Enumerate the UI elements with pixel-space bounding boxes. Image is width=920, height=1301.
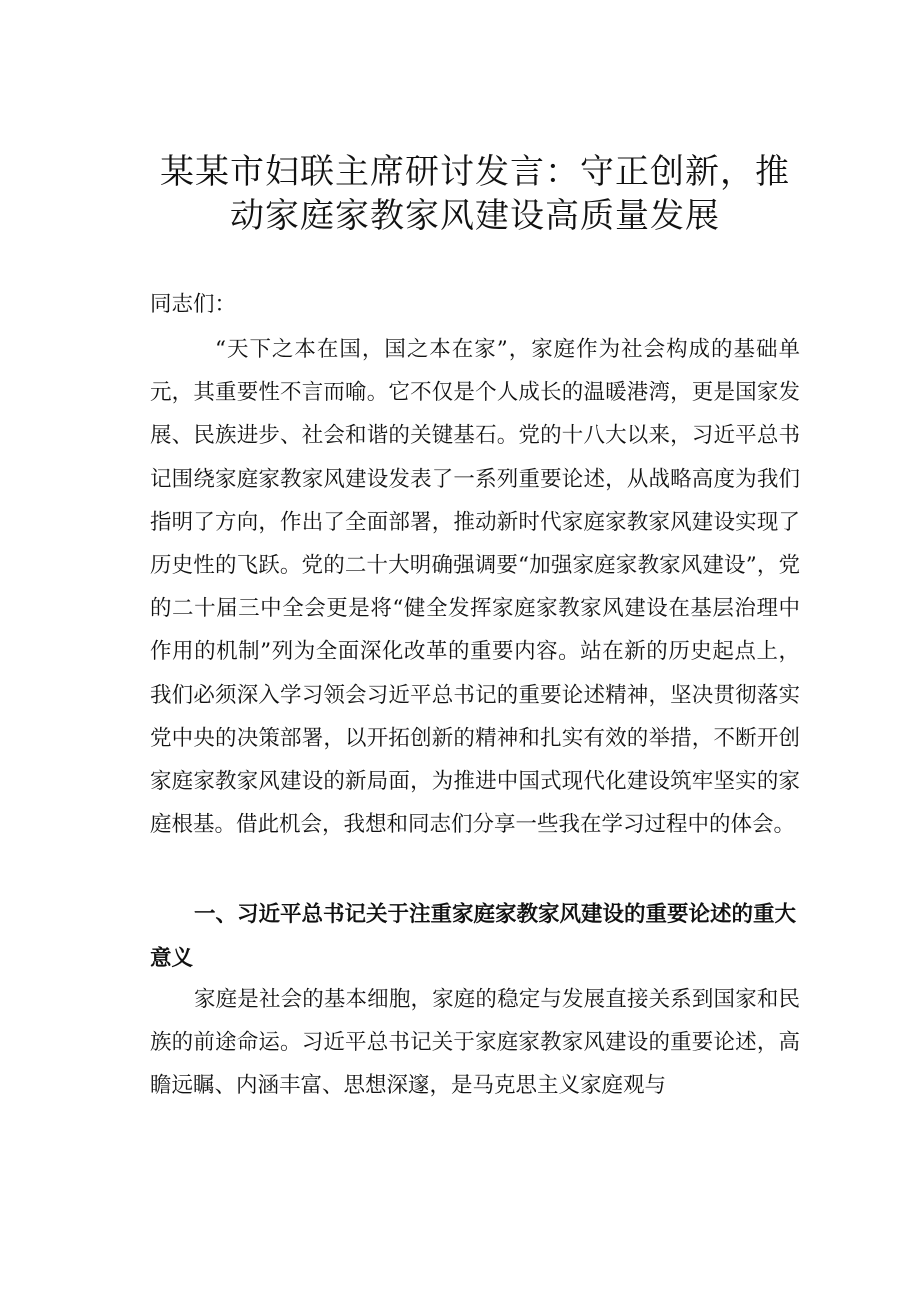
document-title: 某某市妇联主席研讨发言：守正创新，推动家庭家教家风建设高质量发展 [160, 152, 790, 236]
section-paragraph: 家庭是社会的基本细胞，家庭的稳定与发展直接关系到国家和民族的前途命运。习近平总书记关于家庭家教家风建设的重要论述，高瞻远瞩、内涵丰富、思想深邃，是马克思主义家庭观与 [150, 987, 800, 1099]
intro-paragraph: “天下之本在国，国之本在家”，家庭作为社会构成的基础单元，其重要性不言而喻。它不仅是个人成长的温暖港湾，更是国家发展、民族进步、社会和谐的关键基石。党的十八大以来，习近平总书记围绕家庭家教家风建设发表了一系列重要论述，从战略高度为我们指明了方向，作出了全面部署，推动新时代家庭家教家风建设实现了历史性的飞跃。党的二十大明确强调要“加强家庭家教家风建设”，党的二十届三中全会更是将“健全发挥家庭家教家风建设在基层治理中作用的机制”列为全面深化改革的重要内容。站在新的历史起点上，我们必须深入学习领会习近平总书记的重要论述精神，坚决贯彻落实党中央的决策部署，以开拓创新的精神和扎实有效的举措，不断开创家庭家教家风建设的新局面，为推进中国式现代化建设筑牢坚实的家庭根基。借此机会，我想和同志们分享一些我在学习过程中的体会。 [150, 337, 800, 838]
section-heading: 一、习近平总书记关于注重家庭家教家风建设的重要论述的重大意义 [150, 902, 797, 971]
greeting: 同志们： [150, 292, 237, 317]
